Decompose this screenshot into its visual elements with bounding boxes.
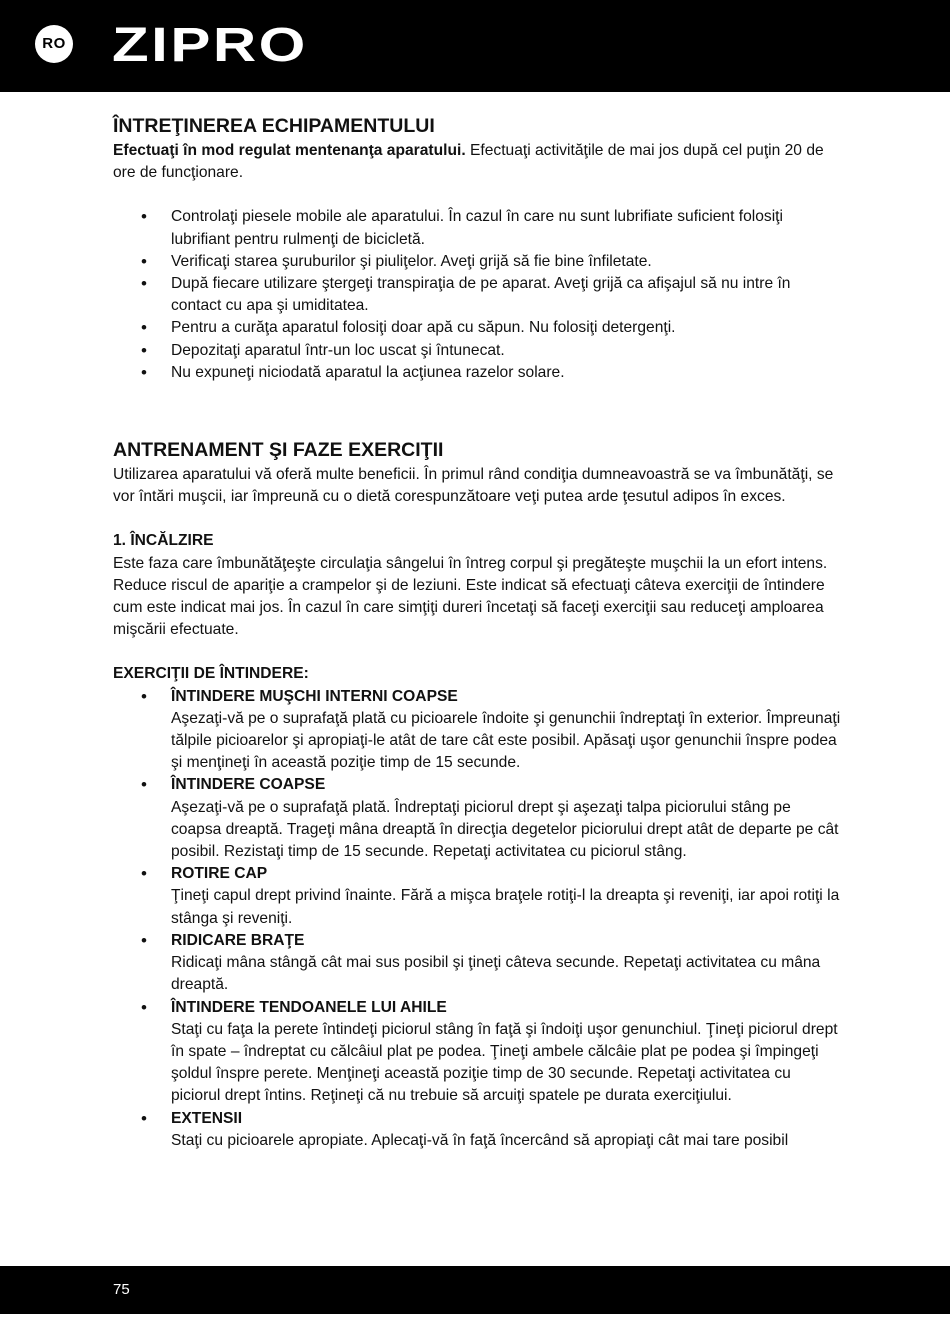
page-footer (0, 1266, 950, 1314)
maintenance-list (113, 206, 843, 384)
page-number: 75 (113, 1281, 130, 1298)
exercise-name: • ROTIRE CAP (171, 865, 268, 883)
exercise-description: Ţineţi capul drept privind înainte. Fără a mişca braţele rotiţi-l la dreapta şi reveniţi, iar apoi rotiţi la stânga şi reveniţi. (171, 887, 840, 927)
maintenance-section (113, 112, 843, 384)
page-content (113, 112, 843, 1152)
exercise-name: • ÎNTINDERE TENDOANELE LUI AHILE (171, 998, 447, 1016)
exercise-name: • ÎNTINDERE COAPSE (171, 776, 326, 794)
list-item: • Depozitaţi aparatul într-un loc uscat şi întunecat. (113, 340, 843, 362)
exercise-item (113, 774, 843, 863)
exercise-item (113, 1108, 843, 1152)
exercise-item (113, 863, 843, 930)
exercise-description: Staţi cu picioarele apropiate. Aplecaţi-vă în faţă încercând să apropiaţi cât mai tare posibil (171, 1131, 789, 1149)
list-item: • După fiecare utilizare ştergeţi transpiraţia de pe aparat. Aveţi grijă ca afişajul să nu intre în contact cu apa şi umiditatea. (113, 273, 843, 317)
stretch-title: EXERCIŢII DE ÎNTINDERE: (113, 665, 309, 683)
maintenance-title: ÎNTREŢINEREA ECHIPAMENTULUI (113, 115, 435, 137)
exercise-description: Staţi cu faţa la perete întindeţi piciorul stâng în faţă şi îndoiţi uşor genunchiul. Ţineţi piciorul drept în spate – îndreptat cu călcâiul plat pe podea. Ţineţi ambele călcâie plat pe podea şi împingeţi şoldul înspre perete. Menţineţi această poziţie timp de 30 secunde. Repetaţi activitatea cu piciorul drept întins. Reţineţi că nu trebuie să arcuiţi spatele pe durata exerciţiului. (171, 1020, 838, 1105)
exercise-description: Aşezaţi-vă pe o suprafaţă plată cu picioarele îndoite şi genunchii îndreptaţi în exterior. Împreunaţi tălpile picioarelor şi apropiaţi-le atât de tare cât este posibil. Apăsaţi uşor genunchii înspre podea şi menţineţi în această poziţie timp de 15 secunde. (171, 709, 841, 772)
exercise-list (113, 686, 843, 1152)
exercise-name: • ÎNTINDERE MUŞCHI INTERNI COAPSE (171, 687, 458, 705)
list-item: • Controlaţi piesele mobile ale aparatului. În cazul în care nu sunt lubrifiate suficient folosiţi lubrifiant pentru rulmenţi de bicicletă. (113, 206, 843, 250)
page-header (0, 0, 950, 92)
list-item: • Pentru a curăţa aparatul folosiţi doar apă cu săpun. Nu folosiţi detergenţi. (113, 317, 843, 339)
exercise-description: Aşezaţi-vă pe o suprafaţă plată. Îndreptaţi piciorul drept şi aşezaţi talpa piciorului stâng pe coapsa dreaptă. Trageţi mâna dreaptă în direcţia degetelor piciorului drept atât de departe pe cât posibil. Rezistaţi timp de 15 secunde. Repetaţi activitatea cu piciorul stâng. (171, 798, 839, 861)
exercise-item (113, 997, 843, 1108)
list-item: • Verificaţi starea şuruburilor şi piuliţelor. Aveţi grijă să fie bine înfiletate. (113, 251, 843, 273)
exercise-description: Ridicaţi mâna stângă cât mai sus posibil şi ţineţi câteva secunde. Repetaţi activitatea cu mâna dreaptă. (171, 954, 821, 994)
maintenance-intro-text: Efectuaţi activităţile de mai jos după cel puţin 20 de ore de funcţionare. (113, 142, 824, 182)
exercise-item (113, 686, 843, 775)
training-title: ANTRENAMENT ŞI FAZE EXERCIŢII (113, 439, 444, 462)
language-badge: RO (35, 25, 73, 63)
list-item: • Nu expuneţi niciodată aparatul la acţiunea razelor solare. (113, 362, 843, 384)
maintenance-intro-bold: Efectuaţi în mod regulat mentenanţa aparatului. (113, 142, 466, 159)
training-intro: Utilizarea aparatului vă oferă multe beneficii. În primul rând condiţia dumneavoastră se va îmbunătăţi, se vor întări muşcii, iar împreună cu o dietă corespunzătoare veţi putea arde ţesutul adipos în exces. (113, 466, 834, 506)
maintenance-intro (113, 140, 843, 184)
warmup-title: 1. ÎNCĂLZIRE (113, 532, 214, 550)
brand-logo: ZIPRO (112, 19, 308, 72)
training-section (113, 436, 843, 1152)
exercise-name: • EXTENSII (171, 1109, 243, 1127)
exercise-item (113, 930, 843, 997)
warmup-text: Este faza care îmbunătăţeşte circulaţia sângelui în întreg corpul şi pregăteşte muşchii la un efort intens. Reduce riscul de apariţie a crampelor şi de leziuni. Este indicat să efectuaţi câteva exerciţii de întindere cum este indicat mai jos. În cazul în care simţiţi dureri încetaţi să faceţi exerciţii sau reduceţi amploarea mişcării efectuate. (113, 554, 828, 639)
exercise-name: • RIDICARE BRAŢE (171, 931, 305, 949)
